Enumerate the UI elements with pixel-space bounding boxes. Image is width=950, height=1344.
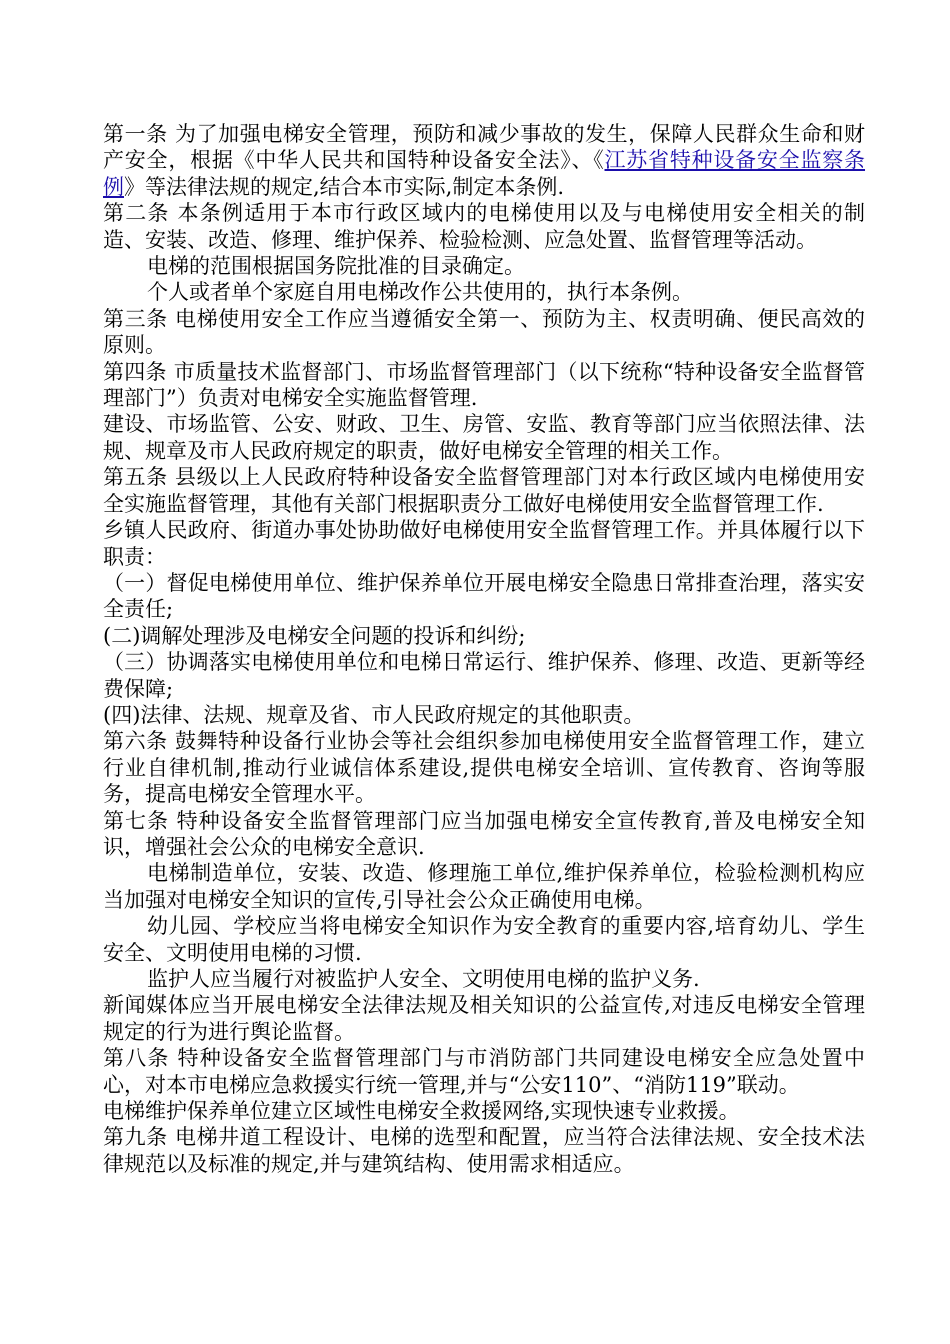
article-8: 第八条 特种设备安全监督管理部门与市消防部门共同建设电梯安全应急处置中心，对本市电梯应急救援实行统一管理,并与“公安110”、“消防119”联动。 — [103, 1046, 865, 1097]
article-5: 第五条 县级以上人民政府特种设备安全监督管理部门对本行政区域内电梯使用安全实施监督管理，其他有关部门根据职责分工做好电梯使用安全监督管理工作. — [103, 465, 865, 516]
article-1 — [103, 121, 865, 200]
article-9: 第九条 电梯井道工程设计、电梯的选型和配置，应当符合法律法规、安全技术法律规范以及标准的规定,并与建筑结构、使用需求相适应。 — [103, 1125, 865, 1176]
article-7-schools: 幼儿园、学校应当将电梯安全知识作为安全教育的重要内容,培育幼儿、学生安全、文明使用电梯的习惯. — [103, 914, 865, 965]
regulation-link[interactable]: 江苏省特种设备安全监察条例 — [103, 148, 866, 199]
article-1-tail: 》等法律法规的规定,结合本市实际,制定本条例. — [124, 174, 565, 199]
article-1-text: 第一条 为了加强电梯安全管理，预防和减少事故的发生，保障人民群众生命和财产安全，根据《中华人民共和国特种设备安全法》、《 — [103, 122, 865, 173]
article-2-private: 个人或者单个家庭自用电梯改作公共使用的，执行本条例。 — [147, 280, 693, 305]
article-2: 第二条 本条例适用于本市行政区域内的电梯使用以及与电梯使用安全相关的制造、安装、改造、修理、维护保养、检验检测、应急处置、监督管理等活动。 — [103, 201, 865, 252]
article-5-township: 乡镇人民政府、街道办事处协助做好电梯使用安全监督管理工作。并具体履行以下职责： — [103, 518, 865, 569]
article-5-item-1: （一）督促电梯使用单位、维护保养单位开展电梯安全隐患日常排查治理，落实安全责任; — [103, 570, 865, 622]
article-7-units: 电梯制造单位，安装、改造、修理施工单位,维护保养单位，检验检测机构应当加强对电梯安全知识的宣传,引导社会公众正确使用电梯。 — [103, 861, 865, 912]
article-5-item-4: (四)法律、法规、规章及省、市人民政府规定的其他职责。 — [103, 702, 645, 727]
article-2-scope: 电梯的范围根据国务院批准的目录确定。 — [147, 254, 525, 279]
article-6: 第六条 鼓舞特种设备行业协会等社会组织参加电梯使用安全监督管理工作，建立行业自律机制,推动行业诚信体系建设,提供电梯安全培训、宣传教育、咨询等服务，提高电梯安全管理水平。 — [103, 729, 865, 807]
article-7-media: 新闻媒体应当开展电梯安全法律法规及相关知识的公益宣传,对违反电梯安全管理规定的行为进行舆论监督。 — [103, 993, 865, 1044]
article-5-item-2: (二)调解处理涉及电梯安全问题的投诉和纠纷; — [103, 623, 526, 648]
article-4: 第四条 市质量技术监督部门、市场监督管理部门（以下统称“特种设备安全监督管理部门”）负责对电梯安全实施监督管理. — [103, 359, 865, 411]
article-8-network: 电梯维护保养单位建立区域性电梯安全救援网络,实现快速专业救援。 — [103, 1099, 740, 1124]
article-5-item-3: （三）协调落实电梯使用单位和电梯日常运行、维护保养、修理、改造、更新等经费保障; — [103, 650, 865, 701]
article-7: 第七条 特种设备安全监督管理部门应当加强电梯安全宣传教育,普及电梯安全知识，增强社会公众的电梯安全意识. — [103, 808, 865, 859]
article-7-guardians: 监护人应当履行对被监护人安全、文明使用电梯的监护义务. — [147, 967, 700, 991]
document-body — [103, 121, 865, 1177]
article-4-departments: 建设、市场监管、公安、财政、卫生、房管、安监、教育等部门应当依照法律、法规、规章及市人民政府规定的职责，做好电梯安全管理的相关工作。 — [103, 412, 865, 463]
article-3: 第三条 电梯使用安全工作应当遵循安全第一、预防为主、权责明确、便民高效的原则。 — [103, 306, 865, 358]
